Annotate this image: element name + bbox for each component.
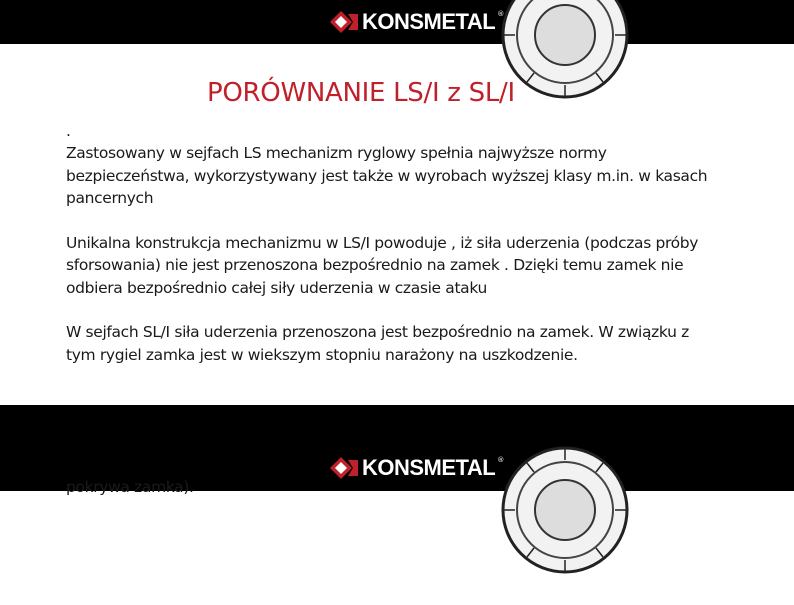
konsmetal-logo	[330, 455, 504, 481]
registered-mark: ®	[497, 456, 505, 464]
leading-dot: .	[66, 122, 71, 140]
registered-mark: ®	[497, 10, 505, 18]
slide-title: PORÓWNANIE LS/I z SL/I	[207, 78, 515, 108]
paragraph-ls-mechanism: Zastosowany w sejfach LS mechanizm ryglowy spełnia najwyższe normy bezpieczeństwa, wykorzystywany jest także w wyrobach wyższej klasy m.in. w kasach pancernych	[66, 144, 708, 207]
combination-dial-icon	[500, 0, 630, 110]
brand-name: KONSMETAL	[362, 455, 496, 480]
slide-body	[66, 120, 716, 388]
paragraph-sl-impact: W sejfach SL/I siła uderzenia przenoszona jest bezpośrednio na zamek. W związku z tym rygiel zamka jest w wiekszym stopniu narażony na uszkodzenie.	[66, 323, 689, 364]
brand-name: KONSMETAL	[362, 9, 496, 34]
konsmetal-logo	[330, 9, 504, 35]
obscured-text-fragment: pokrywa zamka).	[66, 478, 194, 496]
konsmetal-diamond-logo	[330, 457, 360, 479]
combination-dial-icon	[500, 425, 630, 605]
paragraph-ls-construction: Unikalna konstrukcja mechanizmu w LS/I powoduje , iż siła uderzenia (podczas próby sforsowania) nie jest przenoszona bezpośrednio na zamek . Dzięki temu zamek nie odbiera bezpośrednio całej siły uderzenia w czasie ataku	[66, 233, 699, 297]
konsmetal-diamond-logo	[330, 11, 360, 33]
